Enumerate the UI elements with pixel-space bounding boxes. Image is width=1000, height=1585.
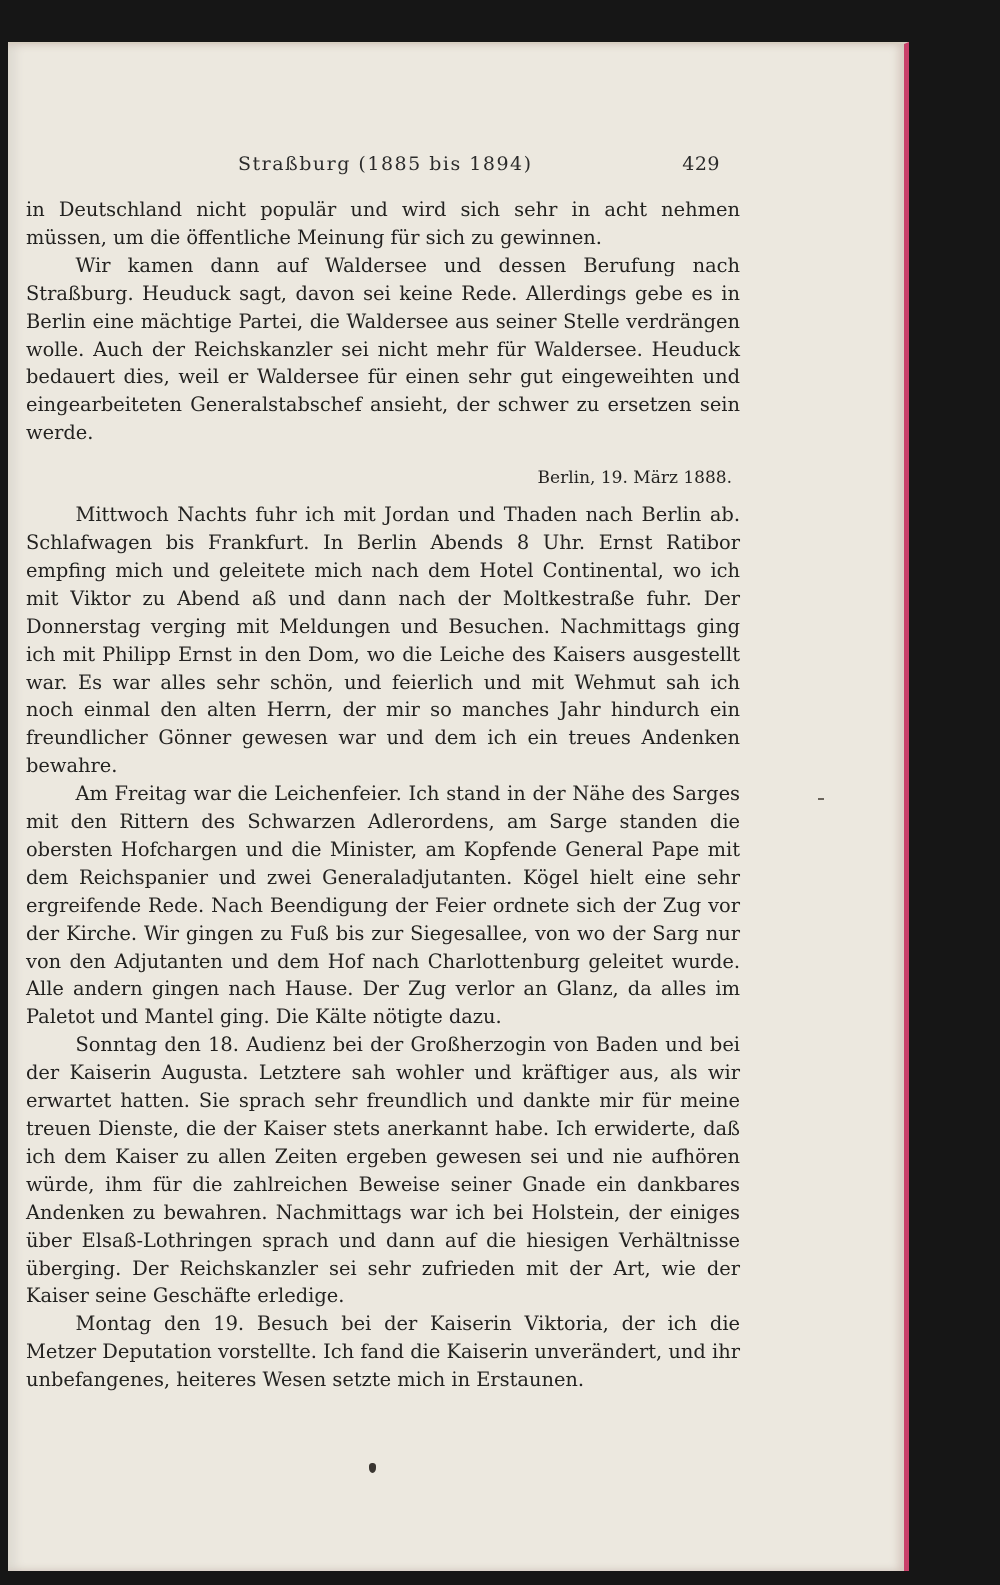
dateline: Berlin, 19. März 1888. [537, 468, 732, 489]
page-header [238, 153, 720, 181]
page-number: 429 [682, 153, 720, 175]
ink-spot [369, 1463, 376, 1473]
paragraph: Sonntag den 18. Audienz bei der Großherzogin von Baden und bei der Kaiserin Augusta. Letztere sah wohler und kräftiger aus, als wir erwartet hatten. Sie sprach sehr freundlich und dankte mir für meine treuen Dienste, die der Kaiser stets anerkannt habe. Ich erwiderte, daß ich dem Kaiser zu allen Zeiten ergeben gewesen sei und nie aufhören würde, ihm für die zahlreichen Beweise seiner Gnade ein dankbares Andenken zu bewahren. Nachmittags war ich bei Holstein, der einiges über Elsaß-Lothringen sprach und dann auf die hiesigen Verhältnisse überging. Der Reichskanzler sei sehr zufrieden mit der Art, wie der Kaiser seine Geschäfte erledige. [26, 1033, 740, 1308]
paragraph: Wir kamen dann auf Waldersee und dessen Berufung nach Straßburg. Heuduck sagt, davon sei keine Rede. Allerdings gebe es in Berlin eine mächtige Partei, die Waldersee aus seiner Stelle verdrängen wolle. Auch der Reichskanzler sei nicht mehr für Waldersee. Heuduck bedauert dies, weil er Waldersee für einen sehr gut eingeweihten und eingearbeiteten Generalstabschef ansieht, der schwer zu ersetzen sein werde. [26, 253, 740, 445]
paragraph: in Deutschland nicht populär und wird sich sehr in acht nehmen müssen, um die öffentliche Meinung für sich zu gewinnen. [26, 198, 740, 249]
body-text [26, 196, 740, 1394]
running-title: Straßburg (1885 bis 1894) [238, 153, 533, 175]
paragraph: Am Freitag war die Leichenfeier. Ich stand in der Nähe des Sarges mit den Rittern des Schwarzen Adlerordens, am Sarge standen die obersten Hofchargen und die Minister, am Kopfende General Pape mit dem Reichspanier und zwei Generaladjutanten. Kögel hielt eine sehr ergreifende Rede. Nach Beendigung der Feier ordnete sich der Zug vor der Kirche. Wir gingen zu Fuß bis zur Siegesallee, von wo der Sarg nur von den Adjutanten und dem Hof nach Charlottenburg geleitet wurde. Alle andern gingen nach Hause. Der Zug verlor an Glanz, da alles im Paletot und Mantel ging. Die Kälte nötigte dazu. [26, 782, 740, 1029]
margin-mark [818, 798, 824, 800]
paragraph: Mittwoch Nachts fuhr ich mit Jordan und Thaden nach Berlin ab. Schlafwagen bis Frankfurt. In Berlin Abends 8 Uhr. Ernst Ratibor empfing mich und geleitete mich nach dem Hotel Continental, wo ich mit Viktor zu Abend aß und dann nach der Moltkestraße fuhr. Der Donnerstag verging mit Meldungen und Besuchen. Nachmittags ging ich mit Philipp Ernst in den Dom, wo die Leiche des Kaisers ausgestellt war. Es war alles sehr schön, und feierlich und mit Wehmut sah ich noch einmal den alten Herrn, der mir so manches Jahr hindurch ein freundlicher Gönner gewesen war und dem ich ein treues Andenken bewahre. [26, 503, 740, 778]
paragraph: Montag den 19. Besuch bei der Kaiserin Viktoria, der ich die Metzer Deputation vorstellte. Ich fand die Kaiserin unverändert, und ihr unbefangenes, heiteres Wesen setzte mich in Erstaunen. [26, 1312, 740, 1392]
